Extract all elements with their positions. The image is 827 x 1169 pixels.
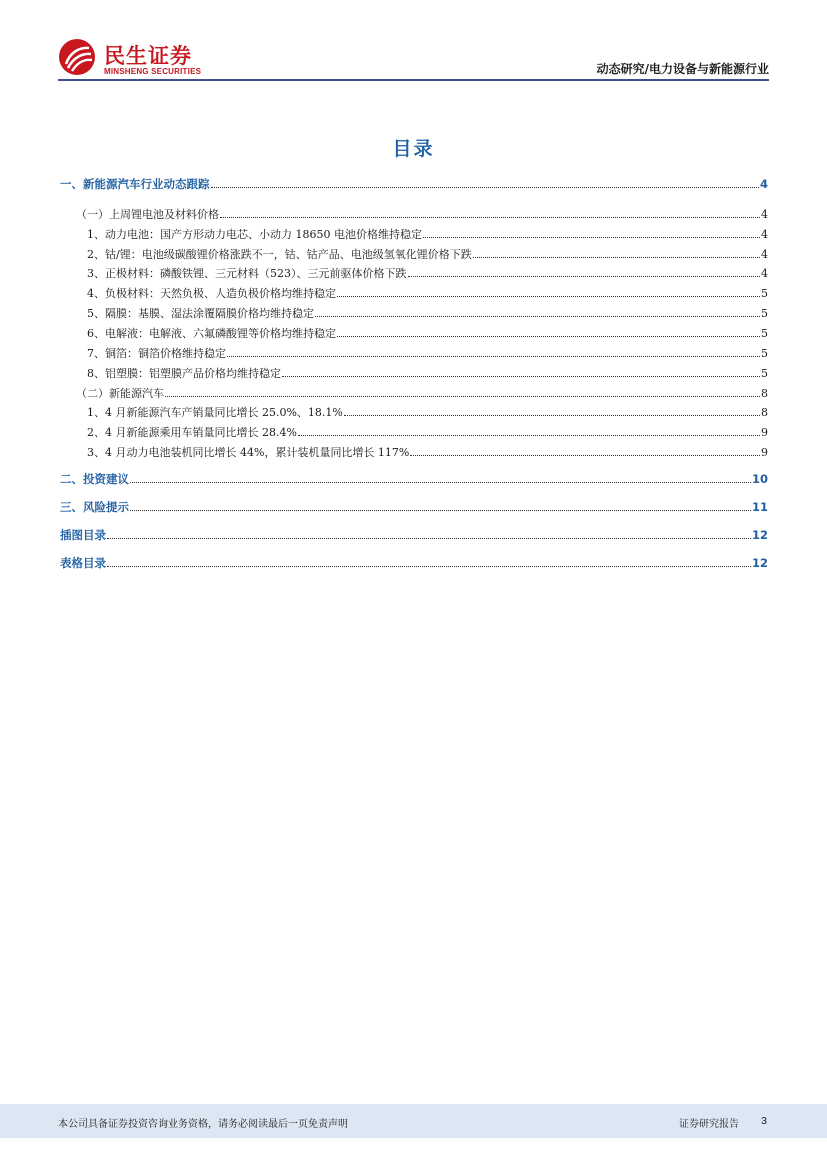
- toc-entry-title: 1、动力电池：国产方形动力电芯、小动力 18650 电池价格维持稳定: [87, 227, 422, 241]
- toc-leader-dots: [211, 176, 759, 188]
- toc-leader-dots: [315, 305, 760, 317]
- toc-leader-dots: [337, 325, 760, 337]
- toc-entry[interactable]: [60, 471, 768, 491]
- company-logo: [58, 38, 218, 78]
- toc-entry-page: 12: [751, 528, 768, 542]
- toc-leader-dots: [282, 365, 760, 377]
- toc-entry[interactable]: [87, 365, 768, 385]
- toc-entry-title: 5、隔膜：基膜、湿法涂覆隔膜价格均维持稳定: [87, 307, 314, 320]
- toc-leader-dots: [130, 471, 751, 483]
- toc-entry-title: 3、正极材料：磷酸铁锂、三元材料（523）、三元前驱体价格下跌: [87, 267, 407, 280]
- toc-entry-title: （二）新能源汽车: [76, 386, 164, 400]
- toc-entry[interactable]: [76, 206, 768, 226]
- toc-entry[interactable]: [87, 226, 768, 246]
- toc-entry[interactable]: [87, 325, 768, 345]
- toc-entry[interactable]: [60, 527, 768, 547]
- toc-entry-title: 表格目录: [60, 556, 106, 570]
- toc-leader-dots: [344, 404, 760, 416]
- toc-entry-page: 11: [751, 500, 768, 514]
- toc-entry-title: 8、铝塑膜：铝塑膜产品价格均维持稳定: [87, 366, 281, 380]
- toc-entry-page: 5: [761, 287, 768, 300]
- toc-entry[interactable]: [87, 265, 768, 285]
- toc-leader-dots: [298, 424, 760, 436]
- toc-entry-title: （一）上周锂电池及材料价格: [76, 208, 219, 221]
- toc-entry-title: 1、4 月新能源汽车产销量同比增长 25.0%、18.1%: [87, 406, 343, 419]
- toc-entry-title: 3、4 月动力电池装机同比增长 44%，累计装机量同比增长 117%: [87, 445, 410, 459]
- toc-entry[interactable]: [60, 176, 768, 196]
- toc-entry-page: 4: [761, 227, 768, 241]
- toc-entry[interactable]: [87, 424, 768, 444]
- footer-disclaimer: 本公司具备证券投资咨询业务资格，请务必阅读最后一页免责声明: [58, 1119, 348, 1130]
- toc-leader-dots: [337, 285, 760, 297]
- toc-leader-dots: [227, 345, 760, 357]
- toc-entry-page: 5: [761, 327, 768, 340]
- toc-entry[interactable]: [87, 444, 768, 464]
- toc-leader-dots: [423, 226, 760, 238]
- toc-entry-page: 8: [761, 406, 768, 419]
- toc-leader-dots: [220, 206, 760, 218]
- toc-leader-dots: [107, 555, 751, 567]
- logo-english-name: MINSHENG SECURITIES: [104, 67, 202, 76]
- toc-leader-dots: [410, 444, 760, 456]
- toc-entry-title: 2、钴/锂：电池级碳酸锂价格涨跌不一，钴、钴产品、电池级氢氧化锂价格下跌: [87, 247, 472, 261]
- toc-entry[interactable]: [76, 385, 768, 405]
- toc-entry-page: 9: [761, 426, 768, 439]
- page-footer: [0, 1104, 827, 1138]
- toc-leader-dots: [107, 527, 751, 539]
- header-divider: [58, 79, 769, 81]
- page-number: 3: [761, 1115, 767, 1127]
- toc-title: 目录: [392, 138, 435, 160]
- toc-entry[interactable]: [87, 345, 768, 365]
- toc-entry-page: 5: [761, 346, 768, 360]
- toc-entry-page: 4: [759, 177, 768, 191]
- footer-label: 证券研究报告: [679, 1119, 739, 1130]
- minsheng-logo-icon: [58, 38, 96, 76]
- toc-entry-page: 4: [761, 208, 768, 221]
- toc-entry-page: 9: [761, 445, 768, 459]
- toc-entry-title: 6、电解液：电解液、六氟磷酸锂等价格均维持稳定: [87, 327, 336, 340]
- toc-entry[interactable]: [60, 499, 768, 519]
- toc-entry-title: 二、投资建议: [60, 472, 129, 486]
- toc-entry[interactable]: [87, 285, 768, 305]
- toc-leader-dots: [130, 499, 751, 511]
- toc-entry[interactable]: [60, 555, 768, 575]
- toc-entry-title: 7、铜箔：铜箔价格维持稳定: [87, 346, 226, 360]
- toc-entry-title: 插图目录: [60, 528, 106, 542]
- toc-entry-page: 5: [761, 366, 768, 380]
- toc-entry-page: 8: [761, 386, 768, 400]
- report-category: 动态研究/电力设备与新能源行业: [596, 62, 769, 76]
- page-header: [0, 0, 827, 82]
- toc-leader-dots: [165, 385, 760, 397]
- logo-chinese-name: 民生证券: [104, 44, 192, 68]
- toc-leader-dots: [473, 246, 760, 258]
- toc-entry-page: 10: [751, 472, 768, 486]
- toc-entry-page: 4: [761, 267, 768, 280]
- toc-entry-page: 12: [751, 556, 768, 570]
- toc-entry-title: 三、风险提示: [60, 500, 129, 514]
- toc-entry-page: 4: [761, 247, 768, 261]
- toc-entry[interactable]: [87, 305, 768, 325]
- toc-entry-title: 4、负极材料：天然负极、人造负极价格均维持稳定: [87, 287, 336, 300]
- toc-entry-title: 一、新能源汽车行业动态跟踪: [60, 177, 210, 191]
- toc-leader-dots: [408, 265, 761, 277]
- toc-entry[interactable]: [87, 246, 768, 266]
- toc-entry[interactable]: [87, 404, 768, 424]
- toc-entry-title: 2、4 月新能源乘用车销量同比增长 28.4%: [87, 426, 297, 439]
- toc-entry-page: 5: [761, 307, 768, 320]
